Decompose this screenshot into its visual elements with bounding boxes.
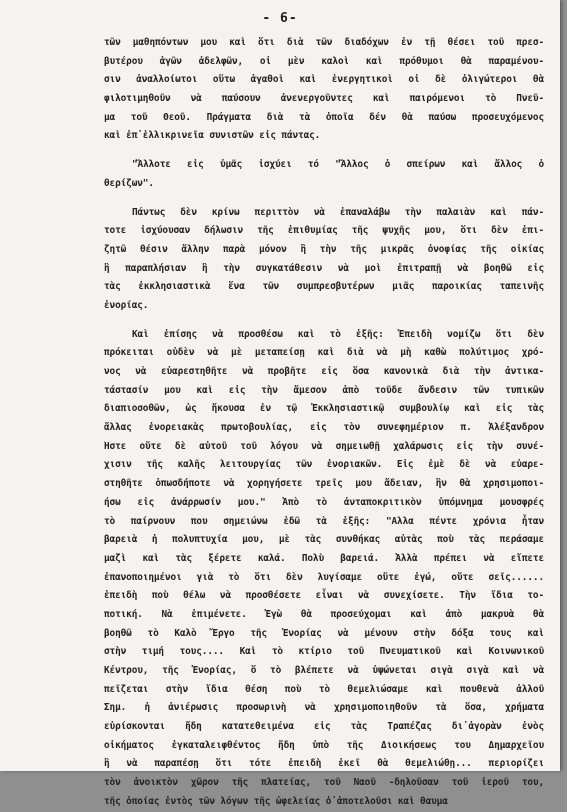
text-line: Σημ. ἡ ἀνιέρωσις προσωρινὴ νὰ χρησιμοποιηθοῦν τὰ ὅσα, χρήματα: [104, 702, 544, 714]
text-line: χισιν τῆς καλῆς λειτουργίας τῶν ἐνοριακῶν. Εἰς ἐμὲ δὲ νὰ εὐαρε-: [104, 459, 544, 471]
text-line: Καὶ ἐπίσης νὰ προσθέσω καὶ τὸ ἑξῆς: Ἐπειδὴ νομίζω ὅτι δὲν: [132, 328, 544, 340]
page-number: - 6-: [262, 11, 298, 26]
text-line: ήσω εἰς ἀνάρρωσίν μου." Ἀπὸ τὸ ἀνταποκριτικὸν ὑπόμνημα μουσφρές: [104, 496, 544, 508]
text-line: μαζὶ καὶ τὰς ξέρετε καλά. Πολὺ βαρειά. Ἀλλὰ πρέπει νὰ εἴπετε: [104, 552, 544, 564]
text-line: ἐπανοποιημένοι γιὰ τὸ ὅτι δὲν λυγίσαμε οὔτε ἐγώ, οὔτε σεῖς......: [104, 571, 544, 583]
text-line: ζητῶ θέσιν ἄλλην παρὰ μόνον ἢ τὴν τῆς μικρᾶς ὀνοφίας τῆς οἰκίας: [104, 243, 544, 255]
body-text: [104, 34, 544, 812]
text-line: τάστασίν μου καὶ εἰς τὴν ἄμεσον ἀπὸ τοῦδε ἄνδεσιν τῶν τυπικῶν: [104, 384, 544, 396]
text-line: ἐπειδὴ ποὺ θέλω νὰ προσθέσετε εἶναι νὰ συνεχίσετε. Τὴν ἴδια το-: [104, 590, 544, 602]
text-line: βαρειὰ ἡ πολυπτυχία μου, μὲ τὰς συνθήκας αὐτὰς ποὺ τὰς περάσαμε: [104, 534, 544, 546]
text-line: φιλοτιμηθοῦν νὰ παύσουν ἀνενεργοῦντες καὶ παιρόμενοι τὸ Πνεῦ-: [104, 93, 544, 105]
text-line: ἐνορίας.: [104, 299, 149, 311]
text-line: εὑρίσκονται ἤδη κατατεθειμένα εἰς τὰς Τραπέζας δι᾽ἀγορὰν ἑνὸς: [104, 721, 544, 733]
text-line: τῶν μαθηπόντων μου καὶ ὅτι διὰ τῶν διαδόχων ἐν τῇ θέσει τοῦ πρεσ-: [104, 37, 544, 48]
text-line: ποτική. Νὰ ἐπιμένετε. Ἐγὼ θὰ προσεύχομαι καὶ ἀπὸ μακρυὰ θὰ: [104, 608, 544, 620]
text-line: πρόκειται οὐδὲν νὰ μὲ μεταπείσῃ καὶ διὰ νὰ μὴ καθὼ πολύτιμος χρό-: [104, 347, 544, 359]
text-line: πεῖζεται στὴν ἴδια θέση ποὺ τὸ θεμελιώσαμε καὶ πουθενὰ ἀλλοῦ: [104, 683, 544, 695]
text-line: Κέντρου, τῆς Ἐνορίας, ὅ τὸ βλέπετε νὰ ὑψώνεται σιγὰ σιγὰ καὶ νὰ: [104, 665, 544, 676]
text-line: θερίζων".: [104, 177, 154, 189]
text-line: "Ἄλλοτε εἰς ὑμᾶς ἰσχύει τό "Ἄλλος ὁ σπείρων καὶ ἄλλος ὁ: [132, 159, 544, 171]
text-line: μα τοῦ Θεοῦ. Πράγματα διὰ τὰ ὁποῖα δέν θὰ παύσω προσευχόμενος: [104, 111, 544, 123]
text-line: τὸν ἀνοικτὸν χῶρον τῆς πλατείας, τοῦ Ναοῦ -δηλοῦσαν τοῦ ἱεροῦ του,: [104, 777, 544, 789]
text-line: νος νὰ εὐαρεστηθῆτε νὰ προβῆτε εἰς ὅσα κανονικὰ διὰ τὴν ἀντικα-: [104, 366, 544, 377]
text-line: τὸ παίρνουν που σημειώνω ἐδῶ τὰ ἑξῆς: "Αλλα πέντε χρόνια ἦταν: [104, 515, 544, 527]
text-line: διαπιοσοθῶν, ὡς ἤκουσα ἐν τῷ Ἐκκλησιαστικῷ συμβουλίῳ καὶ εἰς τὰς: [104, 403, 544, 415]
text-line: τῆς ὁποίας ἐντὸς τῶν λόγων τῆς ὠφελείας ὁ᾽ἀποτελοῦσι καὶ θαυμα: [104, 795, 448, 807]
text-line: Πάντως δὲν κρίνω περιττὸν νὰ ἐπαναλάβω τὴν παλαιὰν καὶ πάν-: [132, 206, 544, 218]
text-line: τοτε ἰσχύουσαν δήλωσιν τῆς ἐπιθυμίας τῆς ψυχῆς μου, ὅτι δὲν ἐπι-: [104, 225, 544, 237]
text-line: ἢ νὰ παραπέσῃ ὅτι τότε ἐπειδὴ ἐκεῖ θὰ θεμελιώθῃ... περιορίζει: [104, 758, 544, 770]
text-line: βοηθῶ τὸ Καλὸ Ἔργο τῆς Ἐνορίας νὰ μένουν στὴν δόξα τους καὶ: [104, 627, 544, 639]
text-line: τὰς ἐκκλησιαστικὰ ἕνα τῶν συμπρεσβυτέρων μιᾶς παροικίας ταπεινῆς: [104, 281, 544, 293]
text-line: στὴν τιμή τους.... Καὶ τὸ κτίριο τοῦ Πνευματικοῦ καὶ Κοινωνικοῦ: [104, 646, 544, 658]
text-line: οἰκήματος ἐγκαταλειφθέντος ἤδη ὑπὸ τῆς Διοικήσεως του Δημαρχεῖου: [104, 739, 544, 751]
text-line: ἄλλας ἐνορειακὰς πρωτοβουλίας, εἰς τὸν συνεφημέριον π. Ἀλέξανδρον: [104, 422, 544, 434]
text-line: στηθῆτε ὁπωσδήποτε νὰ χορηγήσετε τρεῖς μου ἄδειαν, ἣν θὰ χρησιμοποι-: [104, 478, 544, 490]
text-line: βυτέρου ἀγῶν ἀδελφῶν, οἱ μὲν καλοὶ καὶ πρόθυμοι θὰ παραμένου-: [104, 55, 544, 67]
text-line: καὶ ἐπ᾽ἐλλικρινεῖα συνιστῶν εἰς πάντας.: [104, 130, 321, 142]
text-line: Ἤστε οὔτε δὲ αὐτοῦ τοῦ λόγου νὰ σημειωθῇ χαλάρωσις εἰς τὴν συνέ-: [104, 440, 544, 452]
text-line: ἢ παραπλήσιαν ἢ τὴν συγκατάθεσιν νὰ μοὶ ἐπιτραπῇ νὰ βοηθῶ εἰς: [104, 262, 544, 274]
text-line: σιν ἀναλλοίωτοι οὕτω ἀγαθοὶ καὶ ἐνεργητικοὶ οἱ δὲ ὀλιγώτεροι θὰ: [104, 74, 544, 86]
